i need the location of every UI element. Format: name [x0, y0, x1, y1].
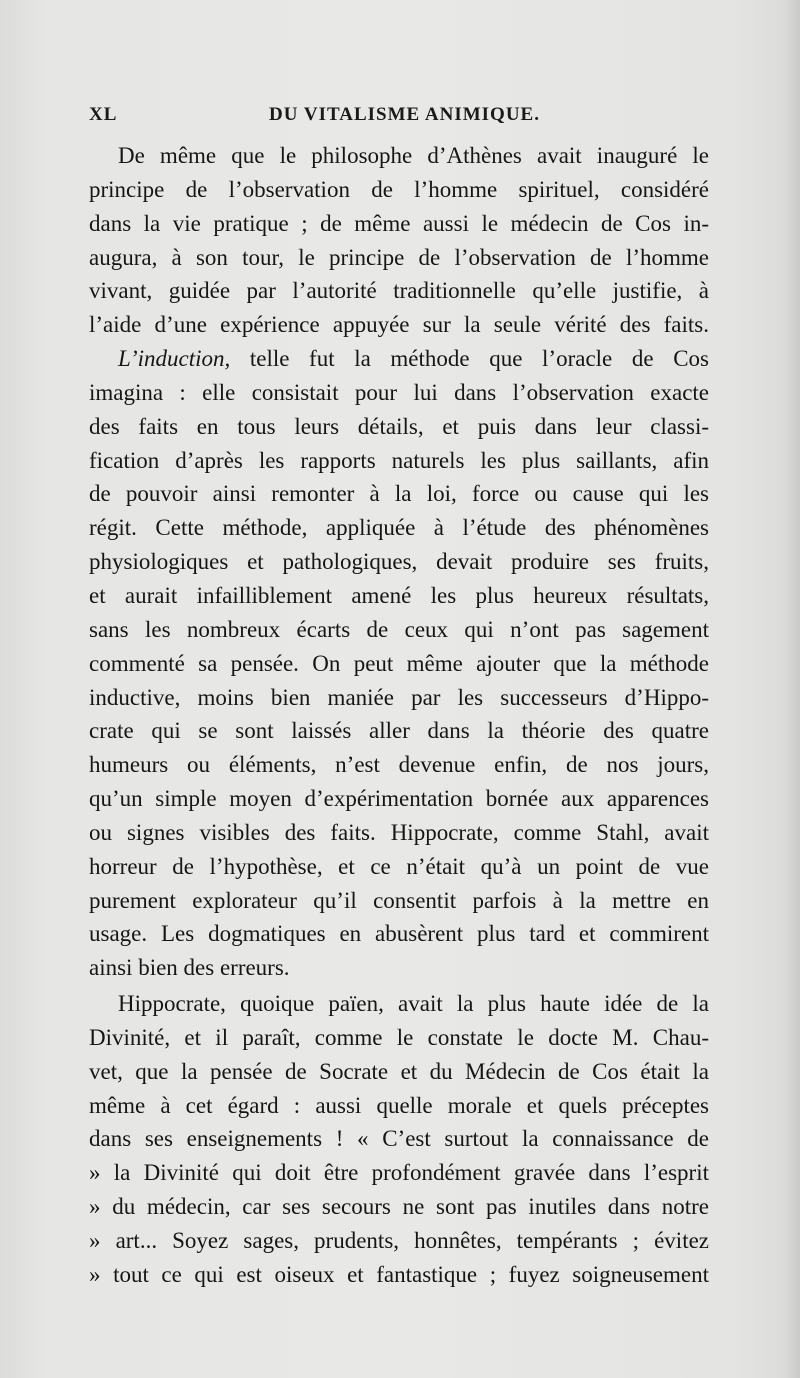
italic-term: L’induction,: [118, 346, 231, 372]
text-line: qu’un simple moyen d’expérimentation bornée aux apparences: [89, 786, 709, 812]
text-line: humeurs ou éléments, n’est devenue enfin, de nos jours,: [89, 752, 709, 778]
text-line: augura, à son tour, le principe de l’observation de l’homme: [89, 244, 709, 270]
text-line: l’aide d’une expérience appuyée sur la seule vérité des faits.: [89, 312, 709, 338]
text-line: ou signes visibles des faits. Hippocrate, comme Stahl, avait: [89, 819, 709, 845]
text-line: purement explorateur qu’il consentit parfois à la mettre en: [89, 887, 709, 913]
text-line: usage. Les dogmatiques en abusèrent plus tard et commirent: [89, 921, 709, 947]
text-line: » tout ce qui est oiseux et fantastique ; fuyez soigneusement: [89, 1261, 709, 1287]
text-run: telle fut la méthode que l’oracle de Cos: [230, 346, 709, 372]
text-line: » art... Soyez sages, prudents, honnêtes, tempérants ; évitez: [89, 1228, 709, 1253]
text-line: fication d’après les rapports naturels les plus saillants, afin: [89, 447, 709, 473]
text-line: crate qui se sont laissés aller dans la théorie des quatre: [89, 718, 709, 744]
text-line: principe de l’observation de l’homme spirituel, considéré: [89, 176, 709, 202]
text-line: même à cet égard : aussi quelle morale et quels préceptes: [89, 1092, 709, 1118]
text-line: » du médecin, car ses secours ne sont pas inutiles dans notre: [89, 1194, 709, 1220]
body-text: [89, 139, 709, 1292]
text-line: dans ses enseignements ! « C’est surtout la connaissance de: [89, 1126, 709, 1152]
text-line: De même que le philosophe d’Athènes avait inauguré le: [118, 143, 709, 168]
text-line: et aurait infailliblement amené les plus heureux résultats,: [89, 582, 709, 608]
text-line: ainsi bien des erreurs.: [89, 955, 290, 981]
page-number: XL: [89, 104, 118, 125]
page-edge-shadow: [784, 0, 800, 1378]
text-line: Divinité, et il paraît, comme le constate le docte M. Chau-: [89, 1024, 709, 1050]
text-line: de pouvoir ainsi remonter à la loi, force ou cause qui les: [89, 481, 709, 507]
running-head: [89, 104, 709, 134]
text-line: vivant, guidée par l’autorité traditionnelle qu’elle justifie, à: [89, 278, 709, 304]
text-line: » la Divinité qui doit être profondément gravée dans l’esprit: [89, 1160, 709, 1186]
text-line: horreur de l’hypothèse, et ce n’était qu’à un point de vue: [89, 853, 709, 879]
text-line: physiologiques et pathologiques, devait produire ses fruits,: [89, 549, 709, 575]
text-line: des faits en tous leurs détails, et puis dans leur classi-: [89, 413, 709, 439]
text-line: vet, que la pensée de Socrate et du Médecin de Cos était la: [89, 1058, 709, 1084]
text-line: dans la vie pratique ; de même aussi le médecin de Cos in-: [89, 210, 709, 236]
running-title: DU VITALISME ANIMIQUE.: [269, 104, 540, 125]
text-line: sans les nombreux écarts de ceux qui n’ont pas sagement: [89, 616, 709, 642]
text-line: commenté sa pensée. On peut même ajouter que la méthode: [89, 650, 709, 676]
text-line: inductive, moins bien maniée par les successeurs d’Hippo-: [89, 684, 709, 710]
text-line: régit. Cette méthode, appliquée à l’étude des phénomènes: [89, 515, 709, 541]
text-line: Hippocrate, quoique païen, avait la plus haute idée de la: [118, 991, 709, 1017]
text-line-first: [89, 342, 709, 376]
text-line: imagina : elle consistait pour lui dans l’observation exacte: [89, 379, 709, 405]
